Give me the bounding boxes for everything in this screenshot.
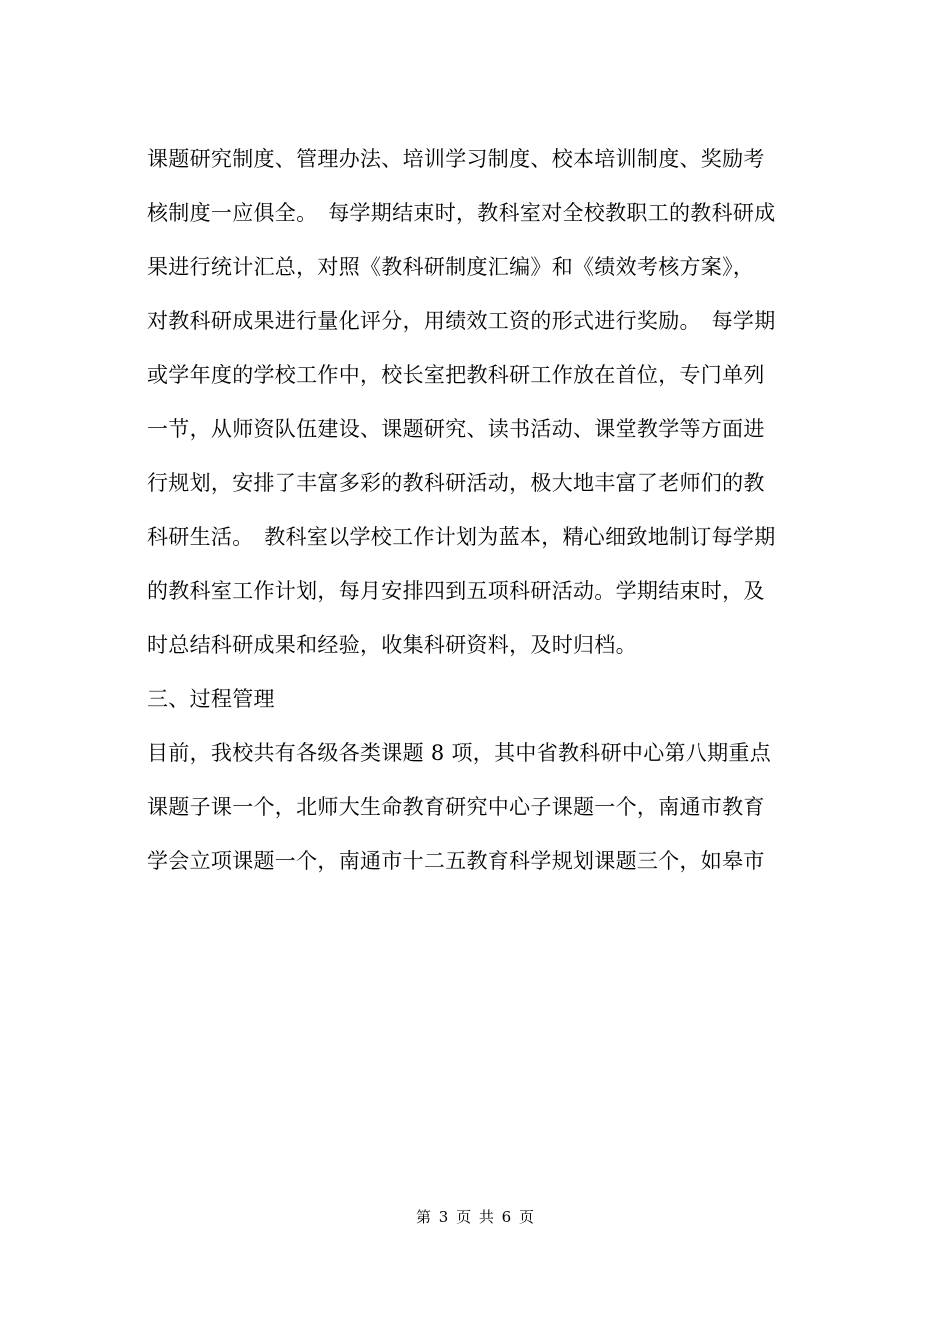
text-line: 科研生活。 教科室以学校工作计划为蓝本，精心细致地制订每学期 (147, 525, 776, 549)
section-heading: 三、过程管理 (147, 687, 275, 711)
text-line: 果进行统计汇总，对照《教科研制度汇编》和《绩效考核方案》， (147, 255, 755, 279)
document-body (147, 132, 807, 888)
text-line: 时总结科研成果和经验，收集科研资料，及时归档。 (147, 633, 637, 657)
page-number: 第 3 页 共 6 页 (416, 1208, 534, 1226)
text-line: 一节，从师资队伍建设、课题研究、读书活动、课堂教学等方面进 (147, 417, 765, 441)
text-line: 课题子课一个，北师大生命教育研究中心子课题一个，南通市教育 (147, 795, 765, 819)
text-line: 的教科室工作计划，每月安排四到五项科研活动。学期结束时，及 (147, 579, 765, 603)
text-line: 行规划，安排了丰富多彩的教科研活动，极大地丰富了老师们的教 (147, 471, 765, 495)
text-line: 目前，我校共有各级各类课题 8 项，其中省教科研中心第八期重点 (147, 741, 772, 765)
text-line: 核制度一应俱全。 每学期结束时，教科室对全校教职工的教科研成 (147, 201, 776, 225)
text-line: 课题研究制度、管理办法、培训学习制度、校本培训制度、奖励考 (147, 147, 765, 171)
text-line: 或学年度的学校工作中，校长室把教科研工作放在首位，专门单列 (147, 363, 765, 387)
text-line: 学会立项课题一个，南通市十二五教育科学规划课题三个，如皋市 (147, 849, 765, 873)
text-line: 对教科研成果进行量化评分，用绩效工资的形式进行奖励。 每学期 (147, 309, 776, 333)
